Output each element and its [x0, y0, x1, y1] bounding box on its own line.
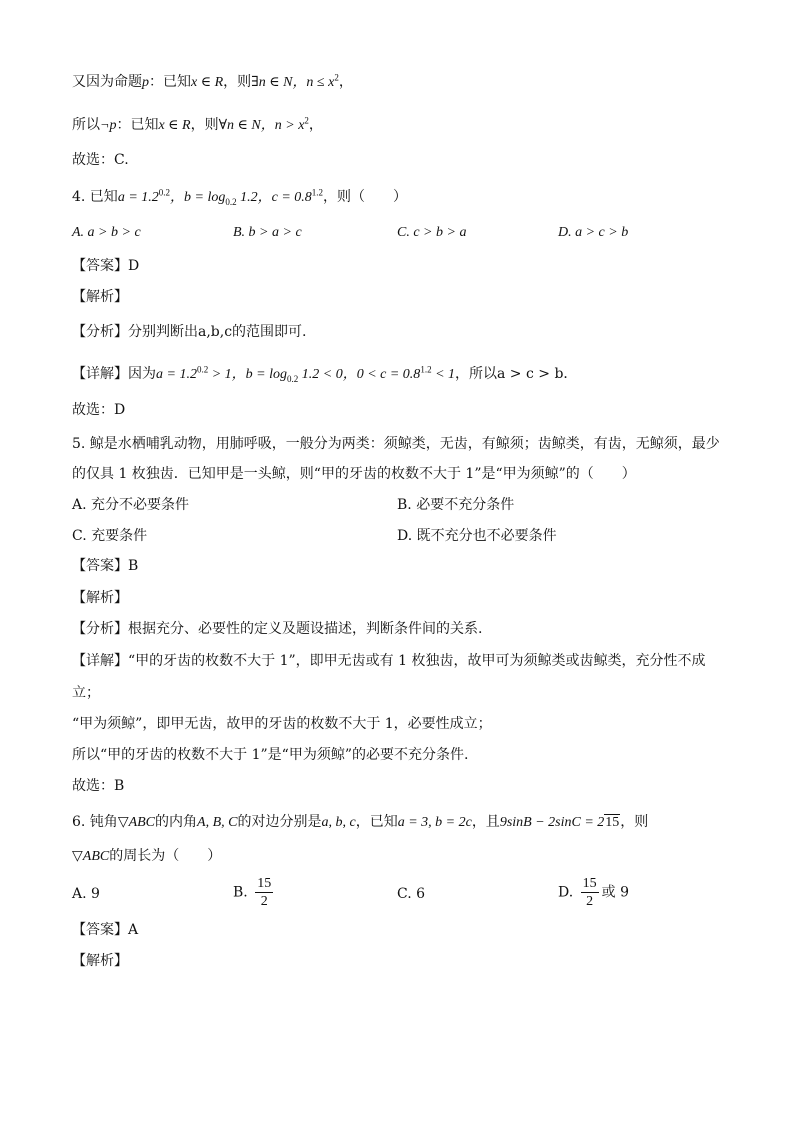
text: 的周长为（ ） [109, 848, 222, 864]
text: 的内角 [155, 814, 198, 830]
option-label: B. [233, 884, 248, 901]
option-label: D. [558, 884, 574, 901]
math-condition: x ∈ R [191, 75, 224, 90]
denominator: 2 [260, 894, 268, 909]
text: 的对边分别是 [237, 814, 322, 830]
analysis-detail [72, 365, 577, 384]
math-p: p [142, 75, 149, 90]
option-c: C. 充要条件 [72, 528, 148, 544]
option-b: B. 必要不充分条件 [397, 497, 515, 513]
text-line-proposition-p: 又因为命题p：已知x ∈ R，则∃n ∈ N，$n \le x^2$， [72, 72, 353, 90]
math-condition: x ∈ R [158, 118, 191, 133]
fraction [255, 875, 273, 910]
analysis-heading: 【解析】 [72, 590, 128, 606]
question-5-stem-line-2: 的仅具 1 枚独齿．已知甲是一头鲸，则“甲的牙齿的枚数不大于 1”是“甲为须鲸”的（ ） [72, 466, 636, 482]
text: ：已知 [149, 74, 191, 90]
question-6-stem-line-1 [72, 813, 648, 832]
math: a = 1.2 [156, 367, 197, 382]
math-equation: 9sinB − 2sinC = 2 [499, 815, 605, 830]
math-given: a = 3, b = 2c [397, 815, 472, 830]
numerator: 15 [257, 876, 272, 891]
text: 4. 已知 [72, 189, 118, 205]
text: ，则 [620, 814, 649, 830]
math-b-def: ，b = log [170, 190, 226, 205]
answer-label: 【答案】D [72, 258, 140, 274]
log-base: 0.2 [225, 196, 237, 207]
math-exists: ∃n ∈ N [251, 75, 293, 90]
option-d: D. 既不充分也不必要条件 [397, 528, 557, 544]
option-a: A. a > b > c [72, 225, 141, 240]
text: ，所以a > c > b． [455, 366, 578, 382]
option-c: C. c > b > a [397, 225, 467, 240]
text: 或 9 [601, 884, 629, 901]
math-inequality: ，n > x [260, 118, 305, 133]
exponent: 0.2 [158, 187, 171, 198]
denominator: 2 [586, 894, 594, 909]
text: ， [308, 117, 323, 133]
option-b: B. b > a > c [233, 225, 302, 240]
log-arg: 1.2 [236, 190, 258, 205]
exponent: 1.2 [420, 364, 432, 375]
text-line-negation: 所以¬p：已知x ∈ R，则∀n ∈ N，$n > x^2$， [72, 115, 323, 133]
math-inequality: ，n ≤ x [292, 75, 335, 90]
choose-line: 故选：B [72, 778, 125, 794]
question-5-stem-line-1: 5. 鲸是水栖哺乳动物，用肺呼吸，一般分为两类：须鲸类，无齿，有鲸须；齿鲸类，有齿，无鲸须，最少 [72, 436, 720, 452]
math-c-def: ，c = 0.8 [257, 190, 312, 205]
text: 6. 钝角 [72, 814, 118, 830]
text: ，则（ ） [323, 189, 408, 205]
text: 所以 [72, 117, 100, 133]
math-sides: a, b, c [321, 815, 356, 830]
option-a: A. 9 [72, 886, 100, 902]
option-a: A. 充分不必要条件 [72, 497, 190, 513]
math-not-p: ¬p [100, 118, 117, 133]
text: ，则 [190, 117, 219, 133]
math-triangle: ▽ABC [117, 815, 156, 830]
answer-label: 【答案】B [72, 558, 139, 574]
choose-line: 故选：D [72, 402, 126, 418]
question-6-stem-line-2 [72, 847, 221, 866]
choose-line: 故选：C. [72, 152, 129, 168]
math: ，0 < c = 0.8 [342, 367, 421, 382]
log-base: 0.2 [287, 373, 299, 384]
math-triangle: ▽ABC [72, 849, 110, 864]
math-forall: ∀n ∈ N [218, 118, 261, 133]
analysis-heading: 【解析】 [72, 289, 128, 305]
math-angles: A, B, C [197, 815, 238, 830]
exponent: 1.2 [311, 187, 324, 198]
option-d: D. a > c > b [558, 225, 629, 240]
exponent: 0.2 [196, 364, 209, 375]
fraction [581, 875, 599, 910]
text: ：已知 [116, 117, 159, 133]
option-d [558, 875, 629, 910]
analysis-heading: 【解析】 [72, 953, 128, 969]
analysis-detail-line-3: “甲为须鲸”，即甲无齿，故甲的牙齿的枚数不大于 1，必要性成立； [72, 716, 492, 732]
analysis-detail-line-4: 所以“甲的牙齿的枚数不大于 1”是“甲为须鲸”的必要不充分条件. [72, 747, 469, 763]
analysis-detail-line-2: 立； [72, 685, 100, 701]
analysis-fenxi: 【分析】根据充分、必要性的定义及题设描述，判断条件间的关系. [72, 621, 483, 637]
text: 又因为命题 [72, 74, 142, 90]
option-c: C. 6 [397, 886, 426, 902]
math: < 1 [431, 367, 456, 382]
sqrt-radicand: 15 [605, 815, 620, 830]
analysis-fenxi: 【分析】分别判断出a,b,c的范围即可. [72, 324, 307, 340]
text: ， [338, 74, 353, 90]
text: ，则 [223, 74, 252, 90]
analysis-detail-line-1: 【详解】“甲的牙齿的枚数不大于 1”，即甲无齿或有 1 枚独齿，故甲可为须鲸类或齿鲸类，充分性不成 [72, 653, 706, 669]
question-4-stem [72, 188, 407, 207]
math-a-def: a = 1.2 [117, 190, 159, 205]
text: 【详解】因为 [72, 366, 156, 382]
text: ，已知 [355, 814, 398, 830]
numerator: 15 [582, 876, 597, 891]
math: > 1 [208, 367, 232, 382]
answer-label: 【答案】A [72, 922, 139, 938]
math: 1.2 < 0 [298, 367, 343, 382]
option-b [233, 875, 276, 910]
text: ，且 [471, 814, 500, 830]
math: ，b = log [231, 367, 287, 382]
